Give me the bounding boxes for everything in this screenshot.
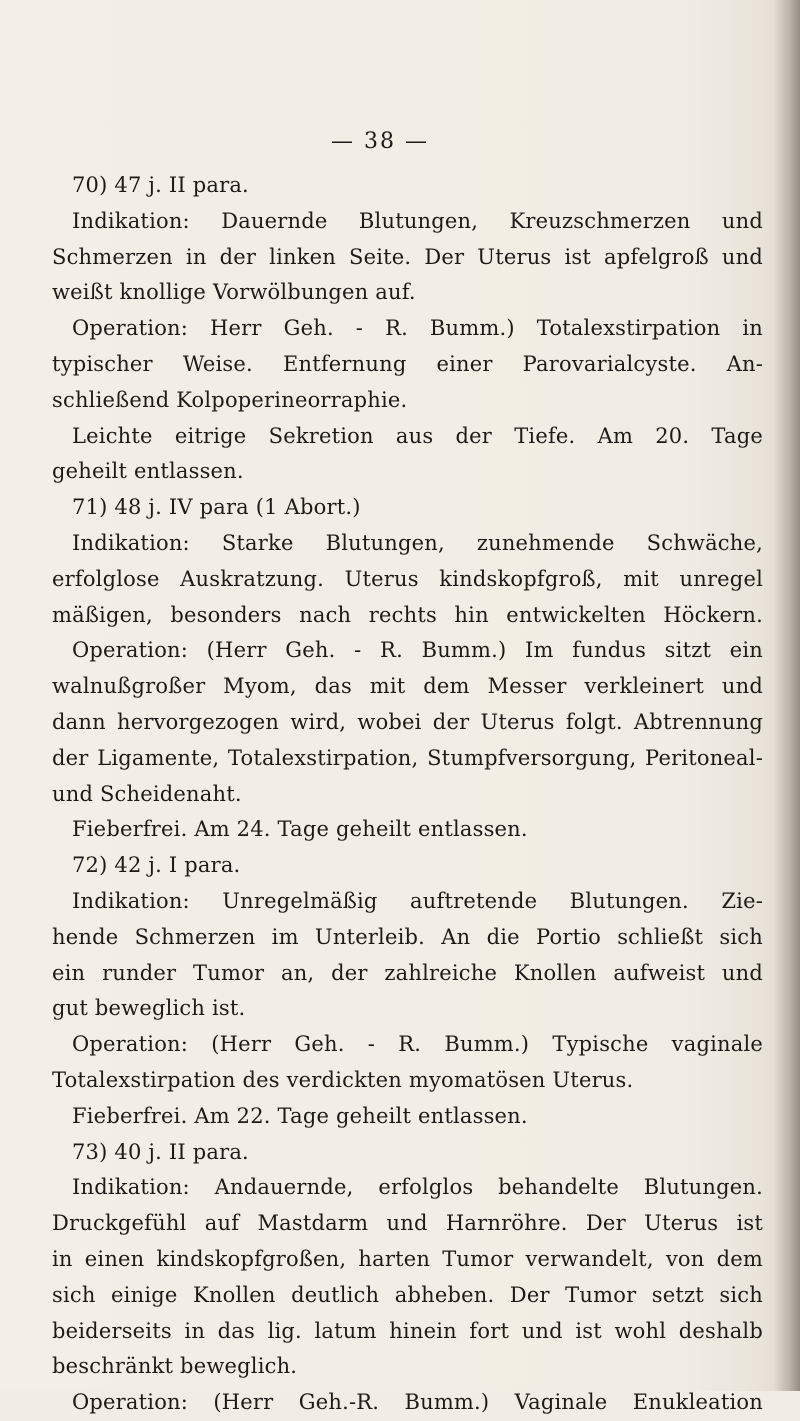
text-line: Operation: Herr Geh. - R. Bumm.) Totalexstirpation in <box>72 316 763 341</box>
text-line: Fieberfrei. Am 24. Tage geheilt entlassen. <box>72 817 528 842</box>
text-line: weißt knollige Vorwölbungen auf. <box>52 280 416 305</box>
text-line: Indikation: Dauernde Blutungen, Kreuzschmerzen und <box>72 208 763 233</box>
text-line: Totalexstirpation des verdickten myomatösen Uterus. <box>52 1067 634 1092</box>
text-line: beschränkt beweglich. <box>52 1354 298 1379</box>
text-line: der Ligamente, Totalexstirpation, Stumpfversorgung, Peritoneal- <box>52 745 763 770</box>
text-line: schließend Kolpoperineorraphie. <box>52 387 408 412</box>
text-line: walnußgroßer Myom, das mit dem Messer verkleinert und <box>52 674 763 699</box>
text-line: Fieberfrei. Am 22. Tage geheilt entlassen. <box>72 1103 528 1128</box>
text-line: mäßigen, besonders nach rechts hin entwickelten Höckern. <box>52 602 763 627</box>
text-line: 73) 40 j. II para. <box>72 1139 249 1164</box>
text-line: Indikation: Andauernde, erfolglos behandelte Blutungen. <box>72 1175 763 1200</box>
page-edge-shadow <box>774 0 800 1391</box>
text-line: ein runder Tumor an, der zahlreiche Knollen aufweist und <box>52 960 763 985</box>
text-line: Leichte eitrige Sekretion aus der Tiefe. Am 20. Tage <box>72 423 763 448</box>
text-line: 72) 42 j. I para. <box>72 853 241 878</box>
text-line: Operation: (Herr Geh.-R. Bumm.) Vaginale Enukleation <box>72 1390 763 1415</box>
text-line: sich einige Knollen deutlich abheben. Der Tumor setzt sich <box>52 1282 763 1307</box>
text-line: beiderseits in das lig. latum hinein fort und ist wohl deshalb <box>52 1318 763 1343</box>
page-number: — 38 — <box>331 129 429 154</box>
text-line: gut beweglich ist. <box>52 996 246 1021</box>
text-line: 70) 47 j. II para. <box>72 173 249 197</box>
text-line: und Scheidenaht. <box>52 781 242 806</box>
text-line: geheilt entlassen. <box>52 459 244 484</box>
text-line: Schmerzen in der linken Seite. Der Uterus ist apfelgroß und <box>52 244 763 269</box>
text-line: Druckgefühl auf Mastdarm und Harnröhre. Der Uterus ist <box>52 1211 763 1236</box>
text-line: dann hervorgezogen wird, wobei der Uterus folgt. Abtrennung <box>52 709 763 734</box>
text-line: erfolglose Auskratzung. Uterus kindskopfgroß, mit unregel <box>52 566 763 591</box>
text-line: Operation: (Herr Geh. - R. Bumm.) Typische vaginale <box>72 1032 763 1057</box>
text-line: typischer Weise. Entfernung einer Parovarialcyste. An- <box>52 351 763 376</box>
text-line: Indikation: Unregelmäßig auftretende Blutungen. Zie- <box>72 888 763 913</box>
text-line: Indikation: Starke Blutungen, zunehmende Schwäche, <box>72 530 763 555</box>
body-text <box>52 168 763 1421</box>
text-line: 71) 48 j. IV para (1 Abort.) <box>72 495 361 520</box>
text-line: hende Schmerzen im Unterleib. An die Portio schließt sich <box>52 924 763 949</box>
text-line: Operation: (Herr Geh. - R. Bumm.) Im fundus sitzt ein <box>72 638 763 663</box>
text-line: in einen kindskopfgroßen, harten Tumor verwandelt, von dem <box>52 1246 763 1271</box>
